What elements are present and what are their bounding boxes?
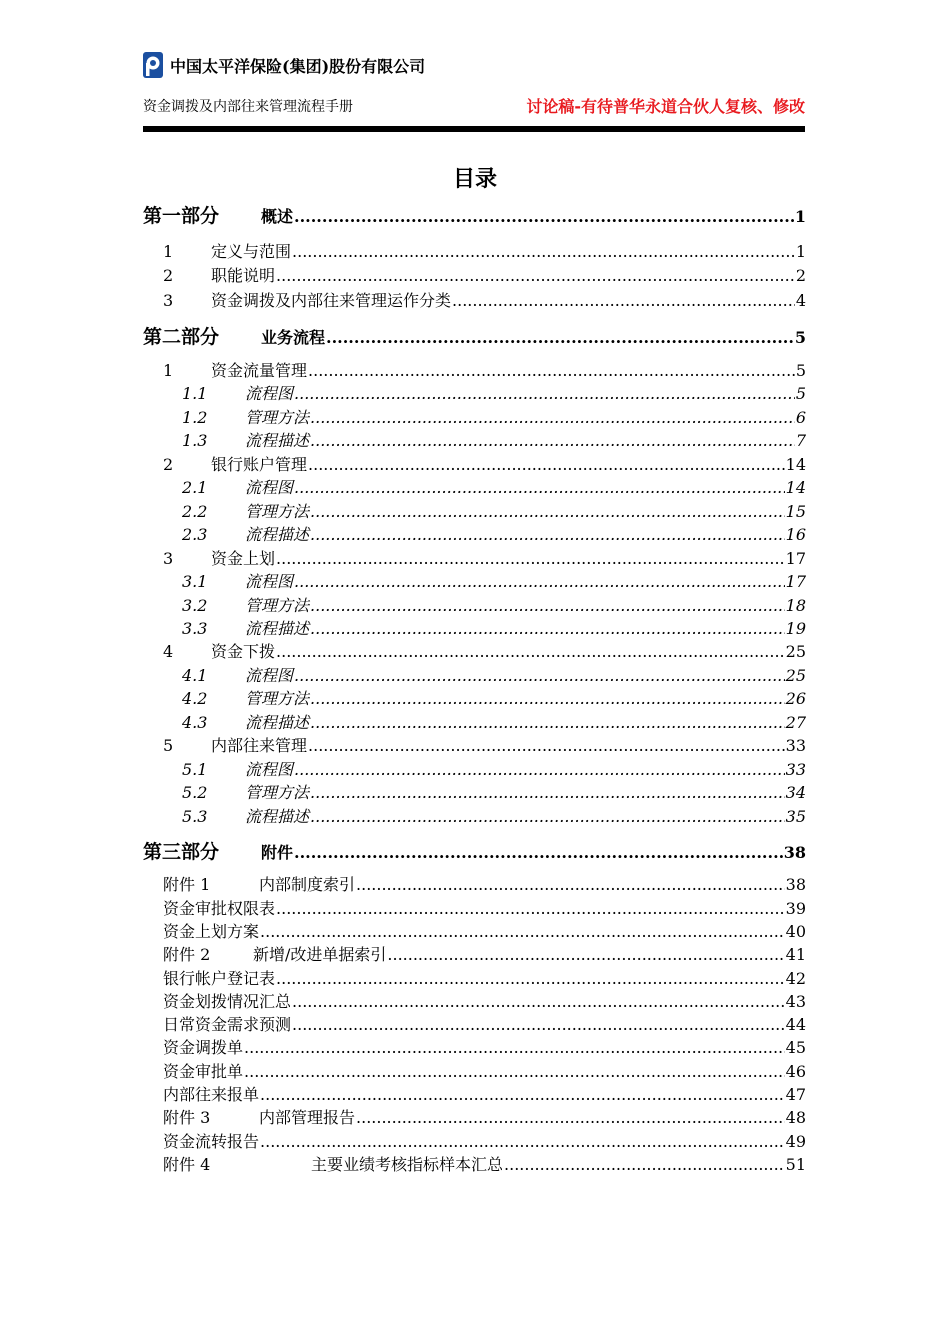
toc-subitem-title: 管理方法 <box>245 689 310 708</box>
toc-leader <box>276 969 785 988</box>
company-logo <box>143 52 425 78</box>
toc-part-3[interactable] <box>143 837 806 864</box>
toc-subitem-number: 3.1 <box>182 572 208 591</box>
toc-subitem-1-3[interactable] <box>182 428 806 451</box>
toc-subitem-2-3[interactable] <box>182 522 806 545</box>
toc-appendix-item[interactable] <box>163 1012 806 1035</box>
toc-leader <box>310 619 785 638</box>
toc-subitem-5-3[interactable] <box>182 804 806 827</box>
toc-leader <box>310 502 785 521</box>
toc-appendix-item[interactable] <box>163 1152 806 1175</box>
toc-page-number: 19 <box>785 619 806 638</box>
toc-subitem-number: 3.2 <box>182 596 208 615</box>
toc-item-title: 资金上划 <box>211 549 276 568</box>
toc-subitem-title: 流程描述 <box>245 619 310 638</box>
toc-part-number: 第二部分 <box>143 326 220 348</box>
toc-appendix-item[interactable] <box>163 1059 806 1082</box>
toc-page-number: 46 <box>785 1062 806 1081</box>
toc-page-number: 40 <box>785 922 806 941</box>
toc-subitem-number: 4.1 <box>182 666 208 685</box>
toc-subitem-number: 3.3 <box>182 619 208 638</box>
toc-appendix-title: 新增/改进单据索引 <box>253 945 387 964</box>
toc-subitem-title: 流程图 <box>245 572 294 591</box>
toc-subitem-number: 5.2 <box>182 783 208 802</box>
toc-leader <box>387 945 784 964</box>
toc-subitem-title: 管理方法 <box>245 783 310 802</box>
toc-part-2[interactable] <box>143 322 806 349</box>
toc-leader <box>276 266 795 285</box>
toc-leader <box>294 666 785 685</box>
toc-leader <box>260 1085 785 1104</box>
toc-appendix-item[interactable] <box>163 1105 806 1128</box>
toc-subitem-title: 流程图 <box>245 384 294 403</box>
toc-page-number: 45 <box>785 1038 806 1057</box>
toc-item-number: 3 <box>163 549 174 568</box>
toc-leader <box>294 207 794 226</box>
toc-item-1-2[interactable] <box>163 263 806 286</box>
toc-leader <box>292 992 785 1011</box>
toc-leader <box>292 242 795 261</box>
toc-subitem-title: 流程描述 <box>245 807 310 826</box>
toc-item-2-5[interactable] <box>163 733 806 756</box>
document-title: 资金调拨及内部往来管理流程手册 <box>143 99 353 115</box>
toc-appendix-title: 内部管理报告 <box>259 1108 356 1127</box>
toc-subitem-4-3[interactable] <box>182 710 806 733</box>
toc-item-title: 内部往来管理 <box>211 736 308 755</box>
toc-leader <box>310 596 785 615</box>
toc-item-title: 资金调拨及内部往来管理运作分类 <box>211 291 452 310</box>
toc-part-title: 附件 <box>261 843 294 862</box>
toc-subitem-3-1[interactable] <box>182 569 806 592</box>
toc-leader <box>310 713 785 732</box>
toc-appendix-item[interactable] <box>163 1129 806 1152</box>
toc-item-number: 2 <box>163 266 174 285</box>
toc-leader <box>276 549 785 568</box>
toc-subitem-1-1[interactable] <box>182 381 806 404</box>
toc-leader <box>244 1062 785 1081</box>
toc-part-number: 第一部分 <box>143 205 220 227</box>
toc-leader <box>308 455 785 474</box>
toc-subitem-title: 管理方法 <box>245 502 310 521</box>
toc-page-number: 35 <box>785 807 806 826</box>
toc-page-number: 38 <box>785 875 806 894</box>
toc-appendix-number: 附件 1 <box>163 875 211 894</box>
toc-leader <box>326 328 794 347</box>
toc-subitem-2-1[interactable] <box>182 475 806 498</box>
toc-part-1[interactable] <box>143 201 806 228</box>
toc-appendix-number: 附件 3 <box>163 1108 211 1127</box>
toc-leader <box>310 689 785 708</box>
toc-leader <box>310 408 795 427</box>
toc-leader <box>356 875 785 894</box>
toc-item-title: 定义与范围 <box>211 242 292 261</box>
toc-appendix-title: 资金上划方案 <box>163 922 260 941</box>
toc-leader <box>308 361 795 380</box>
toc-appendix-title: 内部制度索引 <box>259 875 356 894</box>
toc-item-1-1[interactable] <box>163 239 806 262</box>
toc-item-2-3[interactable] <box>163 546 806 569</box>
toc-subitem-number: 1.1 <box>182 384 208 403</box>
toc-leader <box>276 642 785 661</box>
toc-page-number: 44 <box>785 1015 806 1034</box>
toc-page-number: 47 <box>785 1085 806 1104</box>
toc-item-2-4[interactable] <box>163 639 806 662</box>
toc-page-number: 43 <box>785 992 806 1011</box>
toc-page-number: 1 <box>795 242 806 261</box>
toc-item-number: 1 <box>163 361 174 380</box>
toc-item-title: 资金下拨 <box>211 642 276 661</box>
toc-leader <box>308 736 785 755</box>
toc-leader <box>310 783 785 802</box>
toc-appendix-item[interactable] <box>163 896 806 919</box>
toc-item-1-3[interactable] <box>163 288 806 311</box>
toc-leader <box>310 525 785 544</box>
toc-subitem-1-2[interactable] <box>182 405 806 428</box>
header-divider <box>143 126 805 132</box>
toc-leader <box>294 384 795 403</box>
toc-item-2-2[interactable] <box>163 452 806 475</box>
toc-appendix-item[interactable] <box>163 966 806 989</box>
toc-page-number: 33 <box>785 760 806 779</box>
toc-appendix-item[interactable] <box>163 872 806 895</box>
toc-item-number: 5 <box>163 736 174 755</box>
toc-subitem-3-2[interactable] <box>182 593 806 616</box>
toc-page-number: 14 <box>785 455 806 474</box>
toc-page-number: 15 <box>785 502 806 521</box>
toc-item-title: 职能说明 <box>211 266 276 285</box>
toc-page-number: 25 <box>785 642 806 661</box>
toc-appendix-title: 资金审批权限表 <box>163 899 276 918</box>
toc-page-number: 17 <box>785 549 806 568</box>
toc-subitem-number: 5.3 <box>182 807 208 826</box>
toc-page-number: 2 <box>795 266 806 285</box>
toc-page-number: 48 <box>785 1108 806 1127</box>
toc-leader <box>504 1155 785 1174</box>
toc-leader <box>310 431 795 450</box>
toc-subitem-number: 2.2 <box>182 502 208 521</box>
toc-leader <box>244 1038 785 1057</box>
toc-appendix-number: 附件 4 <box>163 1155 211 1174</box>
toc-page-number: 39 <box>785 899 806 918</box>
toc-title: 目录 <box>452 167 497 192</box>
toc-page-number: 16 <box>785 525 806 544</box>
toc-leader <box>310 807 785 826</box>
toc-subitem-number: 5.1 <box>182 760 208 779</box>
toc-appendix-title: 资金调拨单 <box>163 1038 244 1057</box>
toc-page-number: 38 <box>783 843 806 862</box>
toc-appendix-title: 资金流转报告 <box>163 1132 260 1151</box>
toc-page-number: 33 <box>785 736 806 755</box>
toc-page-number: 7 <box>795 431 806 450</box>
toc-subitem-title: 流程描述 <box>245 525 310 544</box>
toc-appendix-item[interactable] <box>163 989 806 1012</box>
toc-leader <box>260 1132 785 1151</box>
toc-subitem-number: 2.1 <box>182 478 208 497</box>
toc-appendix-item[interactable] <box>163 919 806 942</box>
toc-subitem-number: 1.3 <box>182 431 208 450</box>
toc-item-2-1[interactable] <box>163 358 806 381</box>
toc-leader <box>294 760 785 779</box>
toc-page-number: 14 <box>785 478 806 497</box>
toc-subitem-number: 2.3 <box>182 525 208 544</box>
toc-appendix-title: 主要业绩考核指标样本汇总 <box>311 1155 504 1174</box>
cpic-logo-icon <box>143 52 163 78</box>
toc-subitem-number: 1.2 <box>182 408 208 427</box>
toc-leader <box>260 922 785 941</box>
toc-leader <box>294 478 785 497</box>
toc-item-number: 4 <box>163 642 174 661</box>
toc-page-number: 27 <box>785 713 806 732</box>
toc-subitem-4-1[interactable] <box>182 663 806 686</box>
toc-item-number: 2 <box>163 455 174 474</box>
draft-note: 讨论稿-有待普华永道合伙人复核、修改 <box>526 97 805 116</box>
toc-page-number: 5 <box>794 328 806 347</box>
toc-part-number: 第三部分 <box>143 841 220 863</box>
toc-page-number: 17 <box>785 572 806 591</box>
toc-subitem-title: 流程图 <box>245 760 294 779</box>
toc-subitem-5-1[interactable] <box>182 757 806 780</box>
toc-subitem-title: 流程图 <box>245 666 294 685</box>
toc-page-number: 1 <box>794 207 806 226</box>
company-name: 中国太平洋保险(集团)股份有限公司 <box>170 56 426 76</box>
toc-page-number: 18 <box>785 596 806 615</box>
toc-appendix-title: 日常资金需求预测 <box>163 1015 292 1034</box>
toc-subitem-title: 流程图 <box>245 478 294 497</box>
toc-page-number: 5 <box>795 384 806 403</box>
toc-item-number: 3 <box>163 291 174 310</box>
toc-page-number: 51 <box>785 1155 806 1174</box>
toc-page-number: 26 <box>785 689 806 708</box>
toc-page-number: 5 <box>795 361 806 380</box>
toc-page-number: 25 <box>785 666 806 685</box>
toc-subitem-number: 4.2 <box>182 689 208 708</box>
toc-page-number: 49 <box>785 1132 806 1151</box>
toc-appendix-item[interactable] <box>163 1035 806 1058</box>
toc-appendix-item[interactable] <box>163 1082 806 1105</box>
toc-page-number: 6 <box>795 408 806 427</box>
toc-leader <box>356 1108 785 1127</box>
toc-subitem-2-2[interactable] <box>182 499 806 522</box>
toc-subitem-number: 4.3 <box>182 713 208 732</box>
toc-leader <box>292 1015 785 1034</box>
toc-subitem-title: 流程描述 <box>245 431 310 450</box>
toc-item-number: 1 <box>163 242 174 261</box>
toc-subitem-4-2[interactable] <box>182 686 806 709</box>
toc-appendix-title: 银行帐户登记表 <box>163 969 276 988</box>
toc-subitem-title: 管理方法 <box>245 596 310 615</box>
toc-page-number: 34 <box>785 783 806 802</box>
toc-page-number: 42 <box>785 969 806 988</box>
toc-subitem-title: 流程描述 <box>245 713 310 732</box>
toc-appendix-title: 资金划拨情况汇总 <box>163 992 292 1011</box>
toc-appendix-item[interactable] <box>163 942 806 965</box>
toc-page-number: 4 <box>795 291 806 310</box>
toc-appendix-number: 附件 2 <box>163 945 211 964</box>
toc-item-title: 资金流量管理 <box>211 361 308 380</box>
toc-leader <box>276 899 785 918</box>
toc-subitem-title: 管理方法 <box>245 408 310 427</box>
toc-part-title: 概述 <box>261 207 294 226</box>
toc-part-title: 业务流程 <box>261 328 326 347</box>
toc-page-number: 41 <box>785 945 806 964</box>
toc-leader <box>452 291 795 310</box>
toc-subitem-5-2[interactable] <box>182 780 806 803</box>
toc-appendix-title: 内部往来报单 <box>163 1085 260 1104</box>
toc-item-title: 银行账户管理 <box>211 455 308 474</box>
toc-appendix-title: 资金审批单 <box>163 1062 244 1081</box>
toc-leader <box>294 572 785 591</box>
toc-subitem-3-3[interactable] <box>182 616 806 639</box>
toc-leader <box>294 843 783 862</box>
